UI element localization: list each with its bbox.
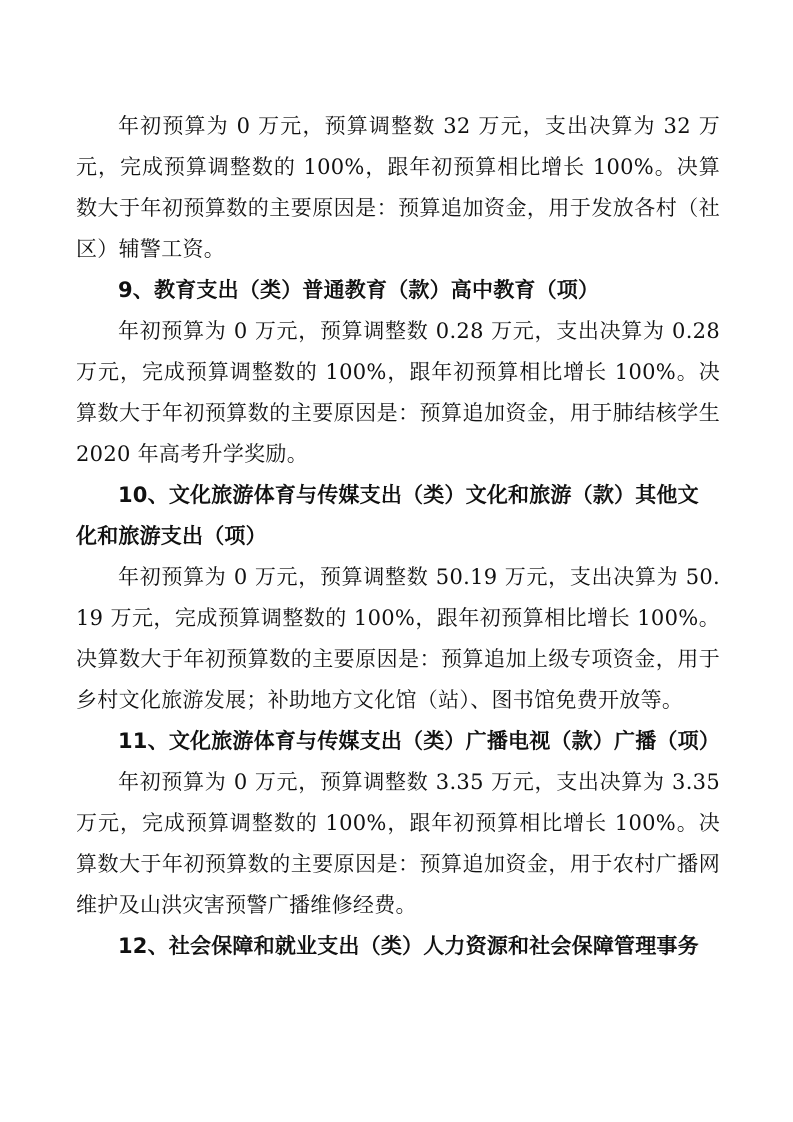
paragraph-public-security-expense: 年初预算为 0 万元，预算调整数 32 万元，支出决算为 32 万元，完成预算调整数的 100%，跟年初预算相比增长 100%。决算数大于年初预算数的主要原因是：预算追加资金，用于发放各村（社区）辅警工资。 — [76, 114, 720, 261]
paragraph-education-expense: 年初预算为 0 万元，预算调整数 0.28 万元，支出决算为 0.28 万元，完成预算调整数的 100%，跟年初预算相比增长 100%。决算数大于年初预算数的主要原因是：预算追加资金，用于肺结核学生 2020 年高考升学奖励。 — [76, 319, 720, 466]
section-heading-11-broadcasting: 11、文化旅游体育与传媒支出（类）广播电视（款）广播（项） — [118, 729, 721, 753]
section-heading-9-education: 9、教育支出（类）普通教育（款）高中教育（项） — [118, 278, 600, 302]
section-heading-10-culture-tourism: 10、文化旅游体育与传媒支出（类）文化和旅游（款）其他文化和旅游支出（项） — [76, 483, 699, 548]
document-page — [76, 106, 720, 967]
paragraph-broadcasting-expense: 年初预算为 0 万元，预算调整数 3.35 万元，支出决算为 3.35 万元，完成预算调整数的 100%，跟年初预算相比增长 100%。决算数大于年初预算数的主要原因是：预算追加资金，用于农村广播网维护及山洪灾害预警广播维修经费。 — [76, 770, 720, 917]
section-heading-12-social-security: 12、社会保障和就业支出（类）人力资源和社会保障管理事务 — [118, 934, 699, 958]
paragraph-culture-tourism-expense: 年初预算为 0 万元，预算调整数 50.19 万元，支出决算为 50.19 万元，完成预算调整数的 100%，跟年初预算相比增长 100%。决算数大于年初预算数的主要原因是：预算追加上级专项资金，用于乡村文化旅游发展；补助地方文化馆（站）、图书馆免费开放等。 — [76, 565, 720, 712]
